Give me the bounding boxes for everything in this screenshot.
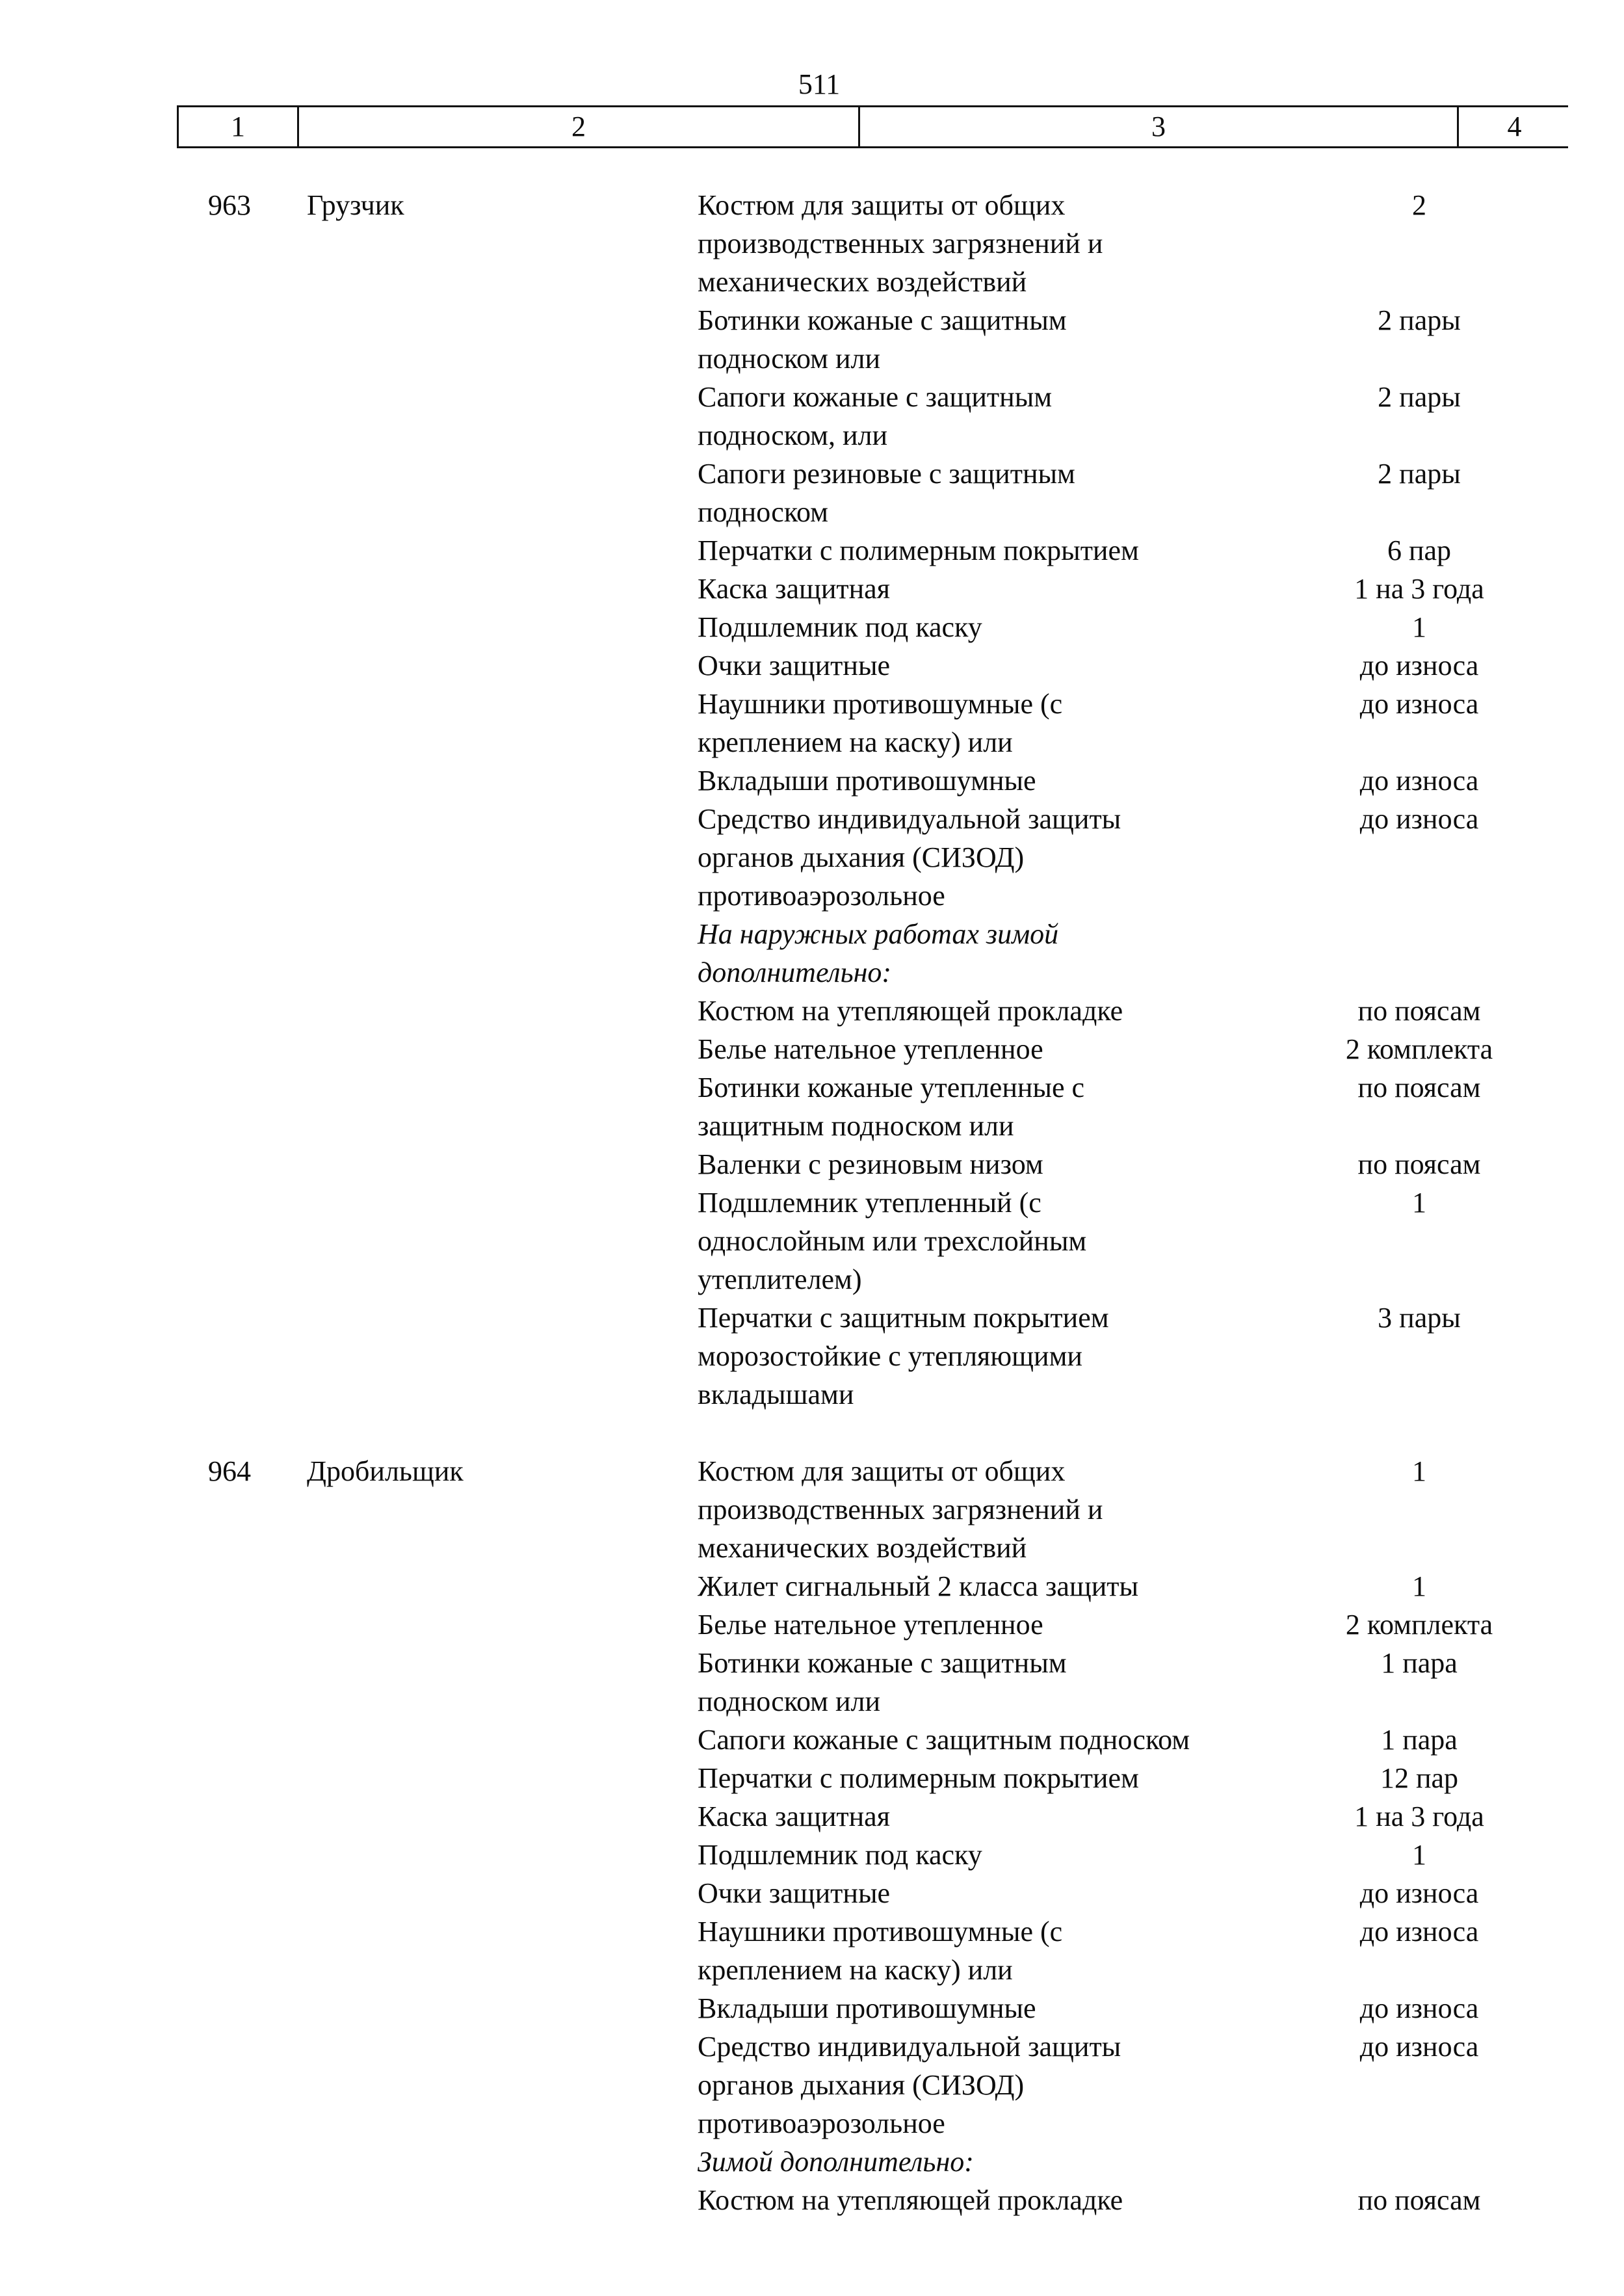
item-name-line: Костюм для защиты от общих (698, 1455, 1066, 1487)
list-item (0, 1644, 1624, 1721)
item-name-line: органов дыхания (СИЗОД) (698, 2069, 1025, 2101)
item-name-line: Средство индивидуальной защиты (698, 803, 1121, 835)
item-quantity: 1 пара (1381, 1724, 1458, 1756)
item-name (698, 455, 1283, 531)
item-quantity: 1 на 3 года (1354, 1801, 1484, 1832)
header-col-1: 1 (179, 107, 299, 146)
item-name-line: Валенки с резиновым низом (698, 1148, 1043, 1180)
list-item (0, 531, 1624, 570)
item-quantity: 2 пары (1378, 304, 1461, 336)
item-name (698, 2027, 1283, 2143)
item-name-line: креплением на каску) или (698, 726, 1013, 758)
item-name (698, 1989, 1283, 2027)
item-name-line: Сапоги кожаные с защитным (698, 381, 1053, 413)
item-name (698, 646, 1283, 685)
section-note (698, 915, 1283, 992)
list-item (0, 992, 1624, 1030)
item-name-line: противоаэрозольное (698, 2107, 945, 2139)
item-name-line: Костюм для защиты от общих (698, 189, 1066, 221)
item-quantity: 1 пара (1381, 1647, 1458, 1679)
item-name (698, 1299, 1283, 1414)
item-name-line: дополнительно: (698, 957, 892, 988)
list-item (0, 1836, 1624, 1874)
item-quantity: до износа (1359, 765, 1479, 797)
item-quantity: до износа (1359, 2031, 1479, 2063)
list-item (0, 1912, 1624, 1989)
item-name-line: Белье нательное утепленное (698, 1033, 1043, 1065)
item-name (698, 1721, 1283, 1759)
item-name-line: Костюм на утепляющей прокладке (698, 995, 1123, 1027)
item-name (698, 570, 1283, 608)
item-name-line: Перчатки с полимерным покрытием (698, 1762, 1139, 1794)
item-name (698, 531, 1283, 570)
table-row (0, 1452, 1624, 2219)
item-name-line: производственных загрязнений и (698, 1494, 1103, 1525)
item-name-line: Белье нательное утепленное (698, 1609, 1043, 1641)
item-name-line: Ботинки кожаные утепленные с (698, 1072, 1085, 1103)
item-quantity: 1 на 3 года (1354, 573, 1484, 605)
table-header-row (177, 105, 1568, 148)
item-name-line: Зимой дополнительно: (698, 2146, 974, 2178)
item-name-line: Подшлемник под каску (698, 1839, 982, 1871)
list-item (0, 608, 1624, 646)
item-name (698, 1068, 1283, 1145)
list-item (0, 646, 1624, 685)
item-name-line: механических воздействий (698, 266, 1027, 298)
item-name-line: Перчатки с полимерным покрытием (698, 534, 1139, 566)
item-name (698, 1183, 1283, 1299)
list-item (0, 685, 1624, 761)
item-name (698, 2181, 1283, 2219)
item-name (698, 800, 1283, 915)
item-name (698, 1874, 1283, 1912)
list-item (0, 800, 1624, 915)
page-number: 511 (798, 68, 841, 100)
item-name-line: защитным подноском или (698, 1110, 1014, 1142)
list-item (0, 1145, 1624, 1183)
list-item (0, 186, 1624, 301)
header-col-4: 4 (1507, 111, 1522, 142)
item-name-line: Подшлемник утепленный (с (698, 1187, 1041, 1219)
item-quantity: 2 комплекта (1345, 1033, 1493, 1065)
item-name (698, 761, 1283, 800)
item-quantity: 1 (1412, 1570, 1426, 1602)
list-item (0, 2181, 1624, 2219)
item-name-line: Вкладыши противошумные (698, 765, 1036, 797)
item-name (698, 992, 1283, 1030)
item-name-line: Подшлемник под каску (698, 611, 982, 643)
item-name (698, 1759, 1283, 1797)
item-quantity: до износа (1359, 1992, 1479, 2024)
item-name-line: На наружных работах зимой (698, 918, 1059, 950)
item-name (698, 1605, 1283, 1644)
item-quantity: до износа (1359, 803, 1479, 835)
item-name-line: производственных загрязнений и (698, 228, 1103, 259)
item-name (698, 1030, 1283, 1068)
table-row (0, 186, 1624, 1414)
item-name-line: Наушники противошумные (с (698, 1916, 1063, 1947)
item-quantity: до износа (1359, 1916, 1479, 1947)
list-item (0, 2027, 1624, 2143)
item-name (698, 1567, 1283, 1605)
item-name (698, 1145, 1283, 1183)
list-item (0, 1989, 1624, 2027)
item-name (698, 378, 1283, 455)
item-name-line: однослойным или трехслойным (698, 1225, 1087, 1257)
item-name-line: Перчатки с защитным покрытием (698, 1302, 1109, 1334)
item-name-line: Очки защитные (698, 650, 891, 681)
item-name (698, 1644, 1283, 1721)
item-name-line: Жилет сигнальный 2 класса защиты (698, 1570, 1139, 1602)
item-quantity: по поясам (1357, 2184, 1481, 2216)
profession-title: Грузчик (307, 189, 404, 221)
list-item (0, 301, 1624, 378)
item-quantity: до износа (1359, 688, 1479, 720)
item-quantity: 12 пар (1380, 1762, 1459, 1794)
item-name-line: Сапоги кожаные с защитным подноском (698, 1724, 1190, 1756)
item-name (698, 1797, 1283, 1836)
item-name-line: морозостойкие с утепляющими (698, 1340, 1082, 1372)
table-body (0, 186, 1624, 2258)
item-name-line: механических воздействий (698, 1532, 1027, 1564)
item-quantity: 6 пар (1387, 534, 1452, 566)
item-name-line: подноском или (698, 1685, 881, 1717)
item-name (698, 1912, 1283, 1989)
list-item (0, 1068, 1624, 1145)
item-quantity: 1 (1412, 1455, 1426, 1487)
list-item (0, 2143, 1624, 2181)
list-item (0, 378, 1624, 455)
item-name (698, 1452, 1283, 1567)
list-item (0, 455, 1624, 531)
header-col-2: 2 (299, 107, 860, 146)
item-name-line: Вкладыши противошумные (698, 1992, 1036, 2024)
item-name-line: вкладышами (698, 1379, 854, 1410)
item-name (698, 186, 1283, 301)
list-item (0, 761, 1624, 800)
item-quantity: до износа (1359, 650, 1479, 681)
item-name (698, 1836, 1283, 1874)
list-item (0, 1567, 1624, 1605)
list-item (0, 1605, 1624, 1644)
item-quantity: по поясам (1357, 995, 1481, 1027)
item-quantity: 1 (1412, 1187, 1426, 1219)
list-item (0, 1759, 1624, 1797)
item-quantity: 3 пары (1378, 1302, 1461, 1334)
row-number: 963 (208, 189, 251, 221)
item-name-line: органов дыхания (СИЗОД) (698, 841, 1025, 873)
item-name-line: Очки защитные (698, 1877, 891, 1909)
item-quantity: 2 пары (1378, 381, 1461, 413)
item-name (698, 608, 1283, 646)
item-quantity: по поясам (1357, 1072, 1481, 1103)
item-name-line: Ботинки кожаные с защитным (698, 1647, 1067, 1679)
profession-title: Дробильщик (307, 1455, 464, 1487)
list-item (0, 1721, 1624, 1759)
item-name-line: утеплителем) (698, 1263, 862, 1295)
item-name (698, 301, 1283, 378)
item-quantity: до износа (1359, 1877, 1479, 1909)
list-item (0, 1452, 1624, 1567)
section-note (698, 2143, 1283, 2181)
item-name-line: Костюм на утепляющей прокладке (698, 2184, 1123, 2216)
item-name-line: Каска защитная (698, 573, 890, 605)
row-number: 964 (208, 1455, 251, 1487)
item-name-line: Каска защитная (698, 1801, 890, 1832)
list-item (0, 1797, 1624, 1836)
item-name-line: подноском, или (698, 419, 888, 451)
item-quantity: 2 пары (1378, 458, 1461, 490)
item-name-line: креплением на каску) или (698, 1954, 1013, 1986)
item-quantity: по поясам (1357, 1148, 1481, 1180)
list-item (0, 570, 1624, 608)
item-name-line: противоаэрозольное (698, 880, 945, 912)
list-item (0, 915, 1624, 992)
item-quantity: 2 (1412, 189, 1426, 221)
list-item (0, 1030, 1624, 1068)
item-name-line: Наушники противошумные (с (698, 688, 1063, 720)
header-col-3: 3 (860, 107, 1459, 146)
list-item (0, 1299, 1624, 1414)
list-item (0, 1874, 1624, 1912)
item-quantity: 1 (1412, 1839, 1426, 1871)
item-name-line: Ботинки кожаные с защитным (698, 304, 1067, 336)
item-name-line: подноском или (698, 343, 881, 375)
item-quantity: 2 комплекта (1345, 1609, 1493, 1641)
item-name-line: Средство индивидуальной защиты (698, 2031, 1121, 2063)
list-item (0, 1183, 1624, 1299)
item-name-line: подноском (698, 496, 828, 528)
item-name (698, 685, 1283, 761)
item-name-line: Сапоги резиновые с защитным (698, 458, 1075, 490)
item-quantity: 1 (1412, 611, 1426, 643)
